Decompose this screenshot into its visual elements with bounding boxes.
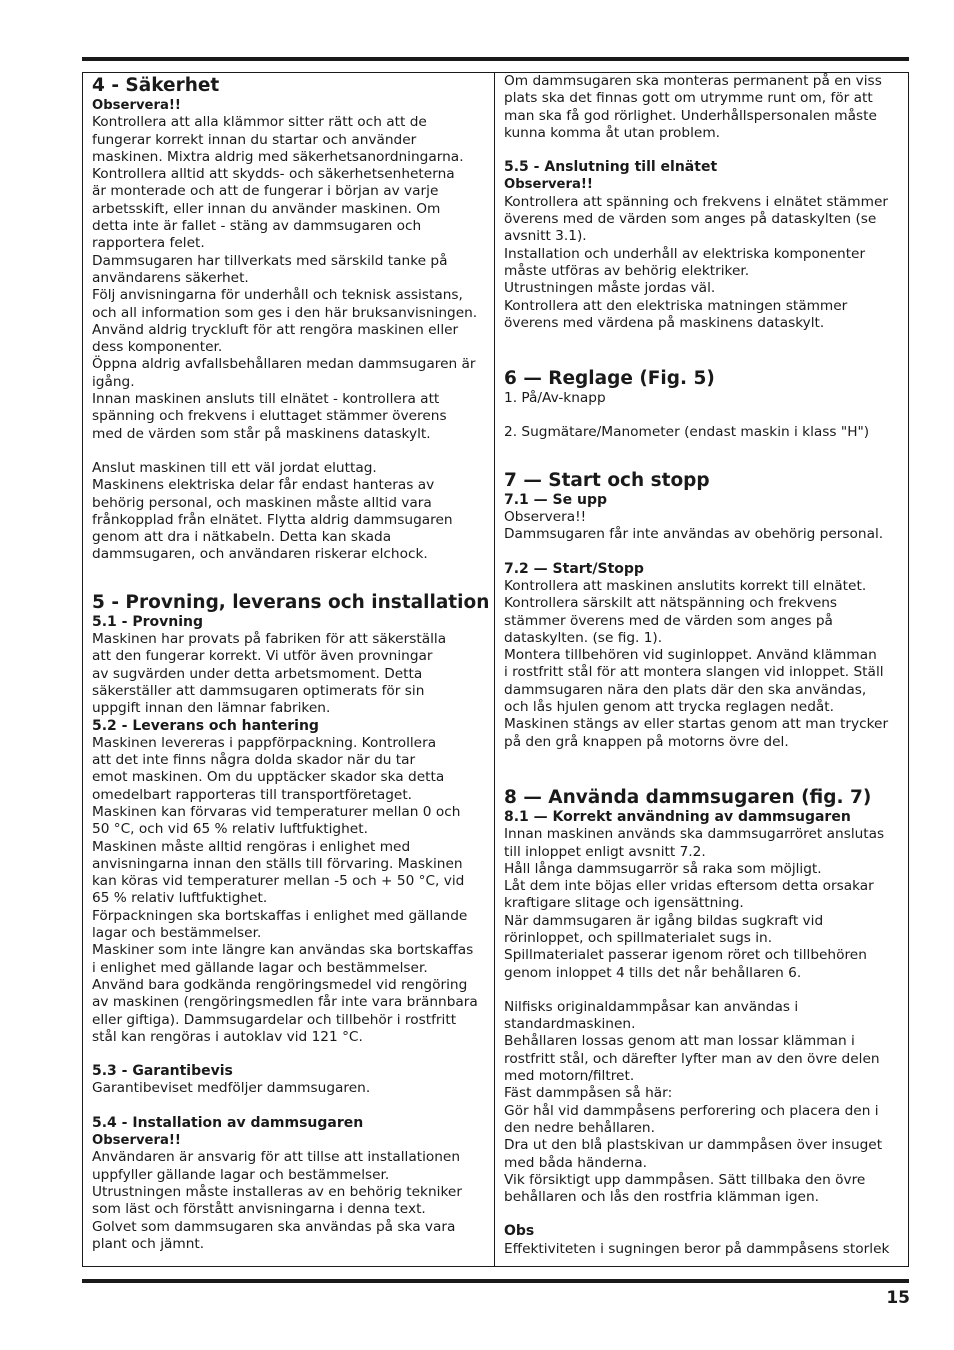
- section-5-3-title: 5.3 - Garantibevis: [92, 1063, 233, 1080]
- section-8-1-title: 8.1 — Korrekt användning av dammsugaren: [504, 808, 851, 825]
- section-5-title: 5 - Provning, leverans och installation: [92, 591, 490, 613]
- section-5-1-title: 5.1 - Provning: [92, 613, 204, 630]
- section-7-2-title: 7.2 — Start/Stopp: [504, 560, 644, 577]
- section-4-text: Kontrollera att alla klämmor sitter rätt och att de fungerar korrekt innan du startar och använder maskinen. Mixtra aldrig med säkerhetsanordningarna. Kontrollera alltid att skydds- och säkerhetsenheterna är monterade och att de fungerar i början av varje arbetsskift, eller innan du använder maskinen. Om detta inte är fallet - stäng av dammsugaren och rapportera felet. Dammsugaren har tillverkats med särskild tanke på användarens säkerhet. Följ anvisningarna för underhåll och teknisk assistans, och all information som ges i den här bruksanvisningen. Använd aldrig tryckluft för att rengöra maskinen eller dess komponenter. Öppna aldrig avfallsbehållaren medan dammsugaren är igång. Innan maskinen ansluts till elnätet - kontrollera att spänning och frekvens i eluttaget stämmer överens med de värden som står på maskinens dataskylt.: [92, 114, 478, 442]
- section-6-item-1: 1. På/Av-knapp: [504, 390, 606, 407]
- obs-title: Obs: [504, 1223, 535, 1240]
- section-5-5-text: Kontrollera att spänning och frekvens i elnätet stämmer överens med de värden som anges på dataskylten (se avsnitt 3.1). Installation och underhåll av elektriska komponenter måste utföras av behörig elektriker. Utrustningen måste jordas väl. Kontrollera att den elektriska matningen stämmer överens med värdena på maskinens dataskylt.: [504, 193, 888, 331]
- section-8-title: 8 — Använda dammsugaren (fig. 7): [504, 786, 872, 808]
- page-number: 15: [886, 1288, 910, 1308]
- section-7-1-title: 7.1 — Se upp: [504, 491, 608, 508]
- section-8-1-text: Innan maskinen används ska dammsugarröret anslutas till inloppet enligt avsnitt 7.2. Håll långa dammsugarrör så raka som möjligt. Låt dem inte böjas eller vridas eftersom detta orsakar kraftigare slitage och igensättning. När dammsugaren är igång bildas sugkraft vid rörinloppet, och spillmaterialet sugs in. Spillmaterialet passerar igenom röret och tillbehören genom inloppet 4 tills det når behållaren 6.: [504, 826, 885, 981]
- section-5-2-text: Maskinen levereras i pappförpackning. Kontrollera att det inte finns några dolda skador när du tar emot maskinen. Om du upptäcker skador ska detta omedelbart rapporteras till transportföretaget. Maskinen kan förvaras vid temperaturer mellan 0 och 50 °C, och vid 65 % relativ luftfuktighet. Maskinen måste alltid rengöras i enlighet med anvisningarna innan den ställs till förvaring. Maskinen kan köras vid temperaturer mellan -5 och + 50 °C, vid 65 % relativ luftfuktighet. Förpackningen ska bortskaffas i enlighet med gällande lagar och bestämmelser. Maskiner som inte längre kan användas ska bortskaffas i enlighet med gällande lagar och bestämmelser. Använd bara godkända rengöringsmedel vid rengöring av maskinen (rengöringsmedlen får inte vara brännbara eller giftiga). Dammsugardelar och tillbehör i rostfritt stål kan rengöras i autoklav vid 121 °C.: [92, 734, 478, 1045]
- section-5-4-text: Användaren är ansvarig för att tillse att installationen uppfyller gällande lagar och bestämmelser. Utrustningen måste installeras av en behörig tekniker som läst och förstått anvisningarna i denna text. Golvet som dammsugaren ska användas på ska vara plant och jämnt.: [92, 1149, 462, 1252]
- section-5-3-text: Garantibeviset medföljer dammsugaren.: [92, 1080, 371, 1097]
- section-5-5-title: 5.5 - Anslutning till elnätet: [504, 159, 718, 176]
- section-5-5-observera: Observera!!: [504, 177, 593, 193]
- section-6-item-2: 2. Sugmätare/Manometer (endast maskin i klass "H"): [504, 424, 870, 441]
- section-5-4-title: 5.4 - Installation av dammsugaren: [92, 1114, 364, 1131]
- section-5-1-text: Maskinen har provats på fabriken för att säkerställa att den fungerar korrekt. Vi utför även provningar av sugvärden under detta arbetsmoment. Detta säkerställer att dammsugaren optimerats för sin uppgift innan den lämnar fabriken.: [92, 631, 447, 717]
- section-5-4-continued: Om dammsugaren ska monteras permanent på en viss plats ska det finnas gott om utrymme runt om, för att man ska få god rörlighet. Underhållspersonalen måste kunna komma åt utan problem.: [504, 73, 882, 141]
- top-rule: [82, 57, 909, 61]
- section-7-title: 7 — Start och stopp: [504, 469, 710, 491]
- left-column: [92, 75, 492, 1253]
- section-4-title: 4 - Säkerhet: [92, 75, 220, 96]
- section-4-observera: Observera!!: [92, 98, 181, 113]
- section-5-4-observera: Observera!!: [92, 1133, 181, 1149]
- bottom-rule: [82, 1279, 909, 1283]
- section-6-title: 6 — Reglage (Fig. 5): [504, 368, 715, 390]
- column-divider: [494, 72, 495, 1267]
- section-8-1-text-2: Nilfisks originaldammpåsar kan användas i standardmaskinen. Behållaren lossas genom att man lossar klämman i rostfritt stål, och därefter lyfter man av den övre delen med motorn/filtret. Fäst dammpåsen så här: Gör hål vid dammpåsens perforering och placera den i den nedre behållaren. Dra ut den blå plastskivan ur dammpåsen över insuget med båda händerna. Vik försiktigt upp dammpåsen. Sätt tillbaka den övre behållaren och lås den rostfria klämman igen.: [504, 998, 883, 1206]
- section-7-1-text: Observera!! Dammsugaren får inte användas av obehörig personal.: [504, 509, 884, 543]
- section-7-2-text: Kontrollera att maskinen anslutits korrekt till elnätet. Kontrollera särskilt att nätspänning och frekvens stämmer överens med de värden som anges på dataskylten. (se fig. 1). Montera tillbehören vid suginloppet. Använd klämman i rostfritt stål för att montera slangen vid inloppet. Ställ dammsugaren nära den plats där den ska användas, och lås hjulen genom att trycka reglagen nedåt. Maskinen stängs av eller startas genom att man trycker på den grå knappen på motorns övre del.: [504, 577, 889, 750]
- right-column: [504, 73, 902, 1258]
- section-5-2-title: 5.2 - Leverans och hantering: [92, 717, 319, 734]
- obs-text: Effektiviteten i sugningen beror på dammpåsens storlek: [504, 1240, 890, 1257]
- section-4-text-2: Anslut maskinen till ett väl jordat eluttag. Maskinens elektriska delar får endast hanteras av behörig personal, och maskinen måste alltid vara frånkopplad från elnätet. Flytta aldrig dammsugaren genom att dra i nätkabeln. Detta kan skada dammsugaren, och användaren riskerar elchock.: [92, 459, 453, 563]
